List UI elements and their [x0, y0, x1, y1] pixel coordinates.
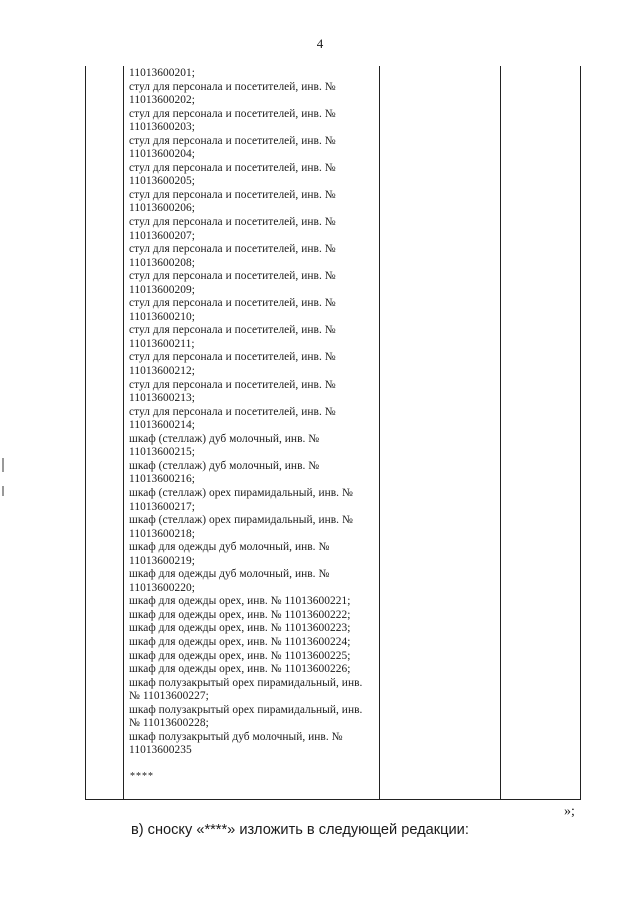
scan-edge-mark	[2, 458, 4, 472]
item-line: 11013600235	[129, 744, 192, 757]
item-line: 11013600218;	[129, 527, 195, 540]
item-line: № 11013600227;	[129, 690, 209, 703]
item-line: 11013600209;	[129, 283, 195, 296]
item-line: шкаф (стеллаж) орех пирамидальный, инв. №	[129, 486, 353, 499]
item-line: стул для персонала и посетителей, инв. №	[129, 188, 336, 201]
item-line: 11013600219;	[129, 554, 195, 567]
item-line: 11013600220;	[129, 581, 195, 594]
closing-quote-mark: »;	[564, 804, 575, 819]
item-line: 11013600204;	[129, 148, 195, 161]
scan-edge-mark	[2, 486, 4, 496]
item-line: стул для персонала и посетителей, инв. №	[129, 134, 336, 147]
item-line: шкаф для одежды дуб молочный, инв. №	[129, 541, 330, 554]
item-line: стул для персонала и посетителей, инв. №	[129, 80, 336, 93]
item-line: шкаф полузакрытый орех пирамидальный, инв.	[129, 676, 363, 689]
item-line: стул для персонала и посетителей, инв. №	[129, 378, 336, 391]
item-line: 11013600214;	[129, 419, 195, 432]
item-line: 11013600216;	[129, 473, 195, 486]
page-number: 4	[316, 36, 324, 51]
item-line: шкаф (стеллаж) дуб молочный, инв. №	[129, 432, 320, 445]
inventory-table	[85, 66, 581, 800]
item-line: 11013600217;	[129, 500, 195, 513]
item-line: шкаф для одежды орех, инв. № 11013600223;	[129, 622, 351, 635]
item-line: шкаф (стеллаж) дуб молочный, инв. №	[129, 459, 320, 472]
item-line: стул для персонала и посетителей, инв. №	[129, 107, 336, 120]
item-line: шкаф полузакрытый дуб молочный, инв. №	[129, 730, 343, 743]
table-border-left	[85, 66, 86, 800]
item-line: стул для персонала и посетителей, инв. №	[129, 161, 336, 174]
item-line: шкаф для одежды орех, инв. № 11013600221;	[129, 595, 351, 608]
amendment-instruction: в) сноску «****» изложить в следующей редакции:	[131, 822, 469, 838]
item-line: 11013600208;	[129, 256, 195, 269]
item-line: шкаф для одежды орех, инв. № 11013600225;	[129, 649, 351, 662]
item-line: стул для персонала и посетителей, инв. №	[129, 324, 336, 337]
column-divider-3	[500, 66, 501, 800]
table-border-right	[580, 66, 581, 800]
item-line: 11013600201;	[129, 67, 195, 79]
item-line: шкаф для одежды орех, инв. № 11013600224;	[129, 635, 351, 648]
item-line: 11013600205;	[129, 175, 195, 188]
item-line: шкаф для одежды дуб молочный, инв. №	[129, 568, 330, 581]
item-line: шкаф полузакрытый орех пирамидальный, инв.	[129, 703, 363, 716]
item-line: стул для персонала и посетителей, инв. №	[129, 351, 336, 364]
item-line: стул для персонала и посетителей, инв. №	[129, 297, 336, 310]
item-line: 11013600211;	[129, 337, 195, 350]
column-divider-2	[379, 66, 380, 800]
item-line: 11013600203;	[129, 121, 195, 134]
item-line: 11013600212;	[129, 365, 195, 378]
item-line: 11013600210;	[129, 310, 195, 323]
item-line: стул для персонала и посетителей, инв. №	[129, 216, 336, 229]
item-line: 11013600202;	[129, 94, 195, 107]
item-line: 11013600207;	[129, 229, 195, 242]
item-line: 11013600206;	[129, 202, 195, 215]
item-line: стул для персонала и посетителей, инв. №	[129, 243, 336, 256]
item-list-cell	[129, 67, 379, 758]
item-line: стул для персонала и посетителей, инв. №	[129, 405, 336, 418]
footnote-marker: ****	[130, 771, 154, 782]
item-line: стул для персонала и посетителей, инв. №	[129, 270, 336, 283]
item-line: шкаф (стеллаж) орех пирамидальный, инв. №	[129, 514, 353, 527]
column-divider-1	[123, 66, 124, 800]
item-line: 11013600215;	[129, 446, 195, 459]
table-border-bottom	[85, 799, 581, 800]
item-line: шкаф для одежды орех, инв. № 11013600226;	[129, 663, 351, 676]
item-line: шкаф для одежды орех, инв. № 11013600222;	[129, 608, 351, 621]
item-line: 11013600213;	[129, 392, 195, 405]
item-line: № 11013600228;	[129, 717, 209, 730]
